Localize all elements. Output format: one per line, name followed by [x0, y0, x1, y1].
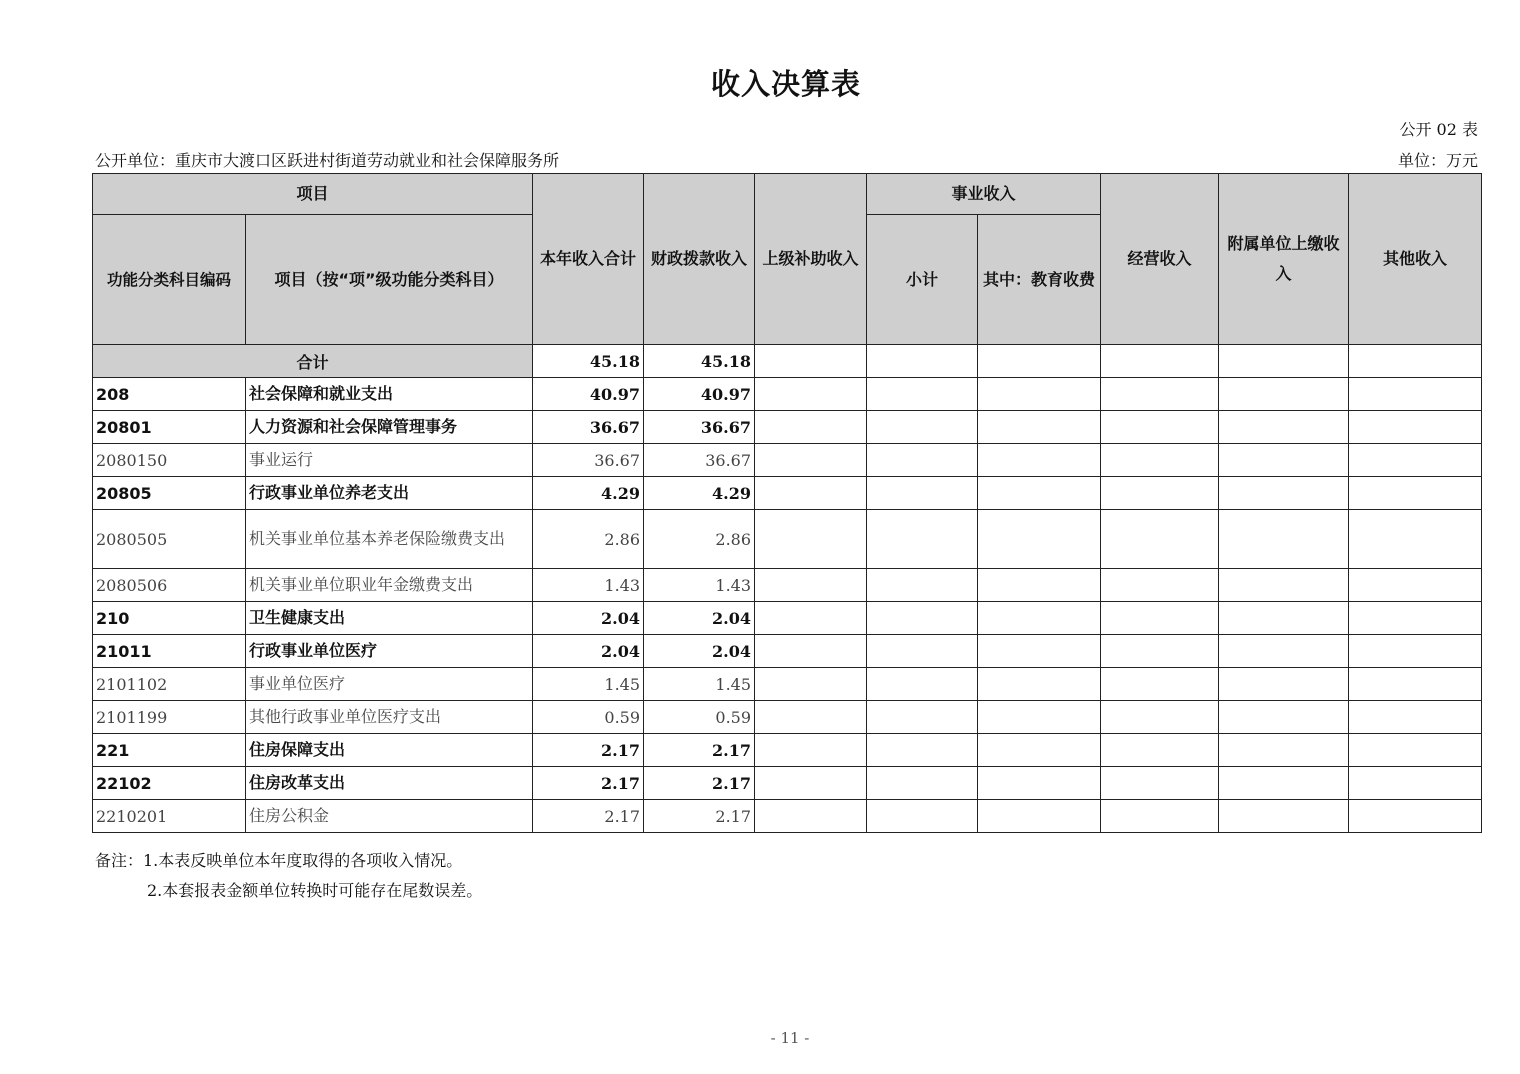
row-total: 1.43	[533, 569, 644, 602]
empty-cell	[755, 668, 867, 701]
row-name: 行政事业单位医疗	[246, 635, 533, 668]
empty-cell	[978, 635, 1101, 668]
table-row	[93, 411, 1482, 444]
empty-cell	[755, 701, 867, 734]
empty-cell	[755, 378, 867, 411]
row-code: 21011	[93, 635, 246, 668]
row-code: 2101199	[93, 701, 246, 734]
row-total: 2.17	[533, 734, 644, 767]
header-total: 本年收入合计	[533, 174, 644, 345]
row-fiscal: 1.45	[644, 668, 755, 701]
empty-cell	[1219, 378, 1349, 411]
empty-cell	[1101, 800, 1219, 833]
empty-cell	[867, 477, 978, 510]
header-career: 事业收入	[867, 174, 1101, 215]
empty-cell	[1101, 411, 1219, 444]
row-name: 其他行政事业单位医疗支出	[246, 701, 533, 734]
total-label: 合计	[93, 345, 533, 378]
row-fiscal: 36.67	[644, 411, 755, 444]
empty-cell	[867, 734, 978, 767]
table-row	[93, 668, 1482, 701]
total-amount: 45.18	[533, 345, 644, 378]
header-business: 经营收入	[1101, 174, 1219, 345]
row-fiscal: 2.17	[644, 800, 755, 833]
header-affiliated: 附属单位上缴收入	[1219, 174, 1349, 345]
header-item: 项目（按“项”级功能分类科目）	[246, 215, 533, 345]
table-row	[93, 569, 1482, 602]
header-project: 项目	[93, 174, 533, 215]
table-row	[93, 701, 1482, 734]
row-name: 卫生健康支出	[246, 602, 533, 635]
note-2: 2.本套报表金额单位转换时可能存在尾数误差。	[147, 881, 483, 900]
empty-cell	[755, 510, 867, 569]
empty-cell	[1219, 668, 1349, 701]
table-row	[93, 602, 1482, 635]
empty-cell	[978, 411, 1101, 444]
row-total: 2.17	[533, 767, 644, 800]
empty-cell	[1349, 510, 1482, 569]
empty-cell	[867, 701, 978, 734]
table-row	[93, 378, 1482, 411]
reporting-unit: 公开单位：重庆市大渡口区跃进村街道劳动就业和社会保障服务所	[95, 151, 560, 170]
row-code: 2101102	[93, 668, 246, 701]
table-row	[93, 767, 1482, 800]
empty-cell	[1349, 668, 1482, 701]
empty-cell	[1101, 734, 1219, 767]
row-total: 2.86	[533, 510, 644, 569]
row-total: 1.45	[533, 668, 644, 701]
empty-cell	[867, 510, 978, 569]
page-title: 收入决算表	[710, 67, 861, 101]
row-name: 事业单位医疗	[246, 668, 533, 701]
header-superior: 上级补助收入	[755, 174, 867, 345]
table-row	[93, 510, 1482, 569]
row-name: 社会保障和就业支出	[246, 378, 533, 411]
empty-cell	[755, 635, 867, 668]
page-number: - 11 -	[770, 1029, 810, 1047]
note-1: 备注：1.本表反映单位本年度取得的各项收入情况。	[95, 851, 463, 870]
empty-cell	[1101, 701, 1219, 734]
empty-cell	[1349, 411, 1482, 444]
empty-cell	[867, 444, 978, 477]
row-name: 住房改革支出	[246, 767, 533, 800]
empty-cell	[1219, 477, 1349, 510]
row-name: 行政事业单位养老支出	[246, 477, 533, 510]
row-code: 22102	[93, 767, 246, 800]
empty-cell	[1219, 767, 1349, 800]
empty-cell	[978, 378, 1101, 411]
row-code: 2080150	[93, 444, 246, 477]
row-fiscal: 1.43	[644, 569, 755, 602]
notes	[95, 846, 482, 906]
header-edu: 其中：教育收费	[978, 215, 1101, 345]
table-row	[93, 800, 1482, 833]
header-subtotal: 小计	[867, 215, 978, 345]
table-row	[93, 635, 1482, 668]
row-fiscal: 36.67	[644, 444, 755, 477]
table-row	[93, 444, 1482, 477]
row-name: 机关事业单位职业年金缴费支出	[246, 569, 533, 602]
empty-cell	[755, 602, 867, 635]
empty-cell	[1219, 569, 1349, 602]
header-other: 其他收入	[1349, 174, 1482, 345]
empty-cell	[755, 734, 867, 767]
empty-cell	[1219, 800, 1349, 833]
empty-cell	[755, 800, 867, 833]
total-row	[93, 345, 1482, 378]
empty-cell	[978, 569, 1101, 602]
empty-cell	[867, 378, 978, 411]
empty-cell	[1349, 569, 1482, 602]
row-fiscal: 40.97	[644, 378, 755, 411]
empty-cell	[1349, 635, 1482, 668]
empty-cell	[1101, 602, 1219, 635]
row-name: 住房保障支出	[246, 734, 533, 767]
empty-cell	[1219, 734, 1349, 767]
empty-cell	[978, 701, 1101, 734]
empty-cell	[1219, 510, 1349, 569]
empty-cell	[1101, 444, 1219, 477]
row-total: 40.97	[533, 378, 644, 411]
row-code: 20805	[93, 477, 246, 510]
empty-cell	[755, 569, 867, 602]
empty-cell	[978, 477, 1101, 510]
empty-cell	[867, 569, 978, 602]
empty-cell	[1349, 477, 1482, 510]
empty-cell	[1349, 767, 1482, 800]
row-name: 人力资源和社会保障管理事务	[246, 411, 533, 444]
row-total: 2.04	[533, 635, 644, 668]
header-fiscal: 财政拨款收入	[644, 174, 755, 345]
empty-cell	[978, 767, 1101, 800]
table-row	[93, 734, 1482, 767]
header-code: 功能分类科目编码	[93, 215, 246, 345]
empty-cell	[1219, 444, 1349, 477]
empty-cell	[1349, 378, 1482, 411]
row-code: 2210201	[93, 800, 246, 833]
currency-unit: 单位：万元	[1397, 151, 1478, 170]
empty-cell	[978, 602, 1101, 635]
row-total: 36.67	[533, 444, 644, 477]
empty-cell	[867, 668, 978, 701]
row-fiscal: 2.86	[644, 510, 755, 569]
total-fiscal: 45.18	[644, 345, 755, 378]
empty-cell	[1101, 510, 1219, 569]
empty-cell	[1101, 378, 1219, 411]
empty-cell	[1219, 701, 1349, 734]
income-table	[92, 173, 1482, 833]
row-total: 0.59	[533, 701, 644, 734]
empty-cell	[978, 510, 1101, 569]
row-fiscal: 4.29	[644, 477, 755, 510]
row-total: 2.17	[533, 800, 644, 833]
empty-cell	[978, 444, 1101, 477]
row-name: 事业运行	[246, 444, 533, 477]
empty-cell	[1219, 635, 1349, 668]
row-code: 208	[93, 378, 246, 411]
empty-cell	[1349, 701, 1482, 734]
row-total: 36.67	[533, 411, 644, 444]
empty-cell	[755, 444, 867, 477]
form-number: 公开 02 表	[1399, 120, 1478, 139]
row-fiscal: 2.04	[644, 602, 755, 635]
empty-cell	[978, 800, 1101, 833]
row-code: 2080506	[93, 569, 246, 602]
empty-cell	[867, 411, 978, 444]
empty-cell	[755, 477, 867, 510]
empty-cell	[755, 411, 867, 444]
empty-cell	[978, 668, 1101, 701]
row-fiscal: 2.04	[644, 635, 755, 668]
empty-cell	[1101, 635, 1219, 668]
row-code: 2080505	[93, 510, 246, 569]
row-fiscal: 2.17	[644, 734, 755, 767]
empty-cell	[1219, 602, 1349, 635]
empty-cell	[867, 635, 978, 668]
row-code: 20801	[93, 411, 246, 444]
empty-cell	[1349, 602, 1482, 635]
empty-cell	[867, 602, 978, 635]
table-row	[93, 477, 1482, 510]
empty-cell	[1219, 411, 1349, 444]
empty-cell	[1101, 569, 1219, 602]
row-name: 住房公积金	[246, 800, 533, 833]
row-total: 2.04	[533, 602, 644, 635]
empty-cell	[1101, 477, 1219, 510]
empty-cell	[867, 767, 978, 800]
empty-cell	[978, 734, 1101, 767]
row-fiscal: 0.59	[644, 701, 755, 734]
empty-cell	[1349, 800, 1482, 833]
row-total: 4.29	[533, 477, 644, 510]
empty-cell	[1101, 767, 1219, 800]
row-fiscal: 2.17	[644, 767, 755, 800]
row-code: 221	[93, 734, 246, 767]
row-name: 机关事业单位基本养老保险缴费支出	[246, 510, 533, 569]
empty-cell	[1349, 734, 1482, 767]
empty-cell	[1349, 444, 1482, 477]
row-code: 210	[93, 602, 246, 635]
empty-cell	[867, 800, 978, 833]
empty-cell	[1101, 668, 1219, 701]
empty-cell	[755, 767, 867, 800]
